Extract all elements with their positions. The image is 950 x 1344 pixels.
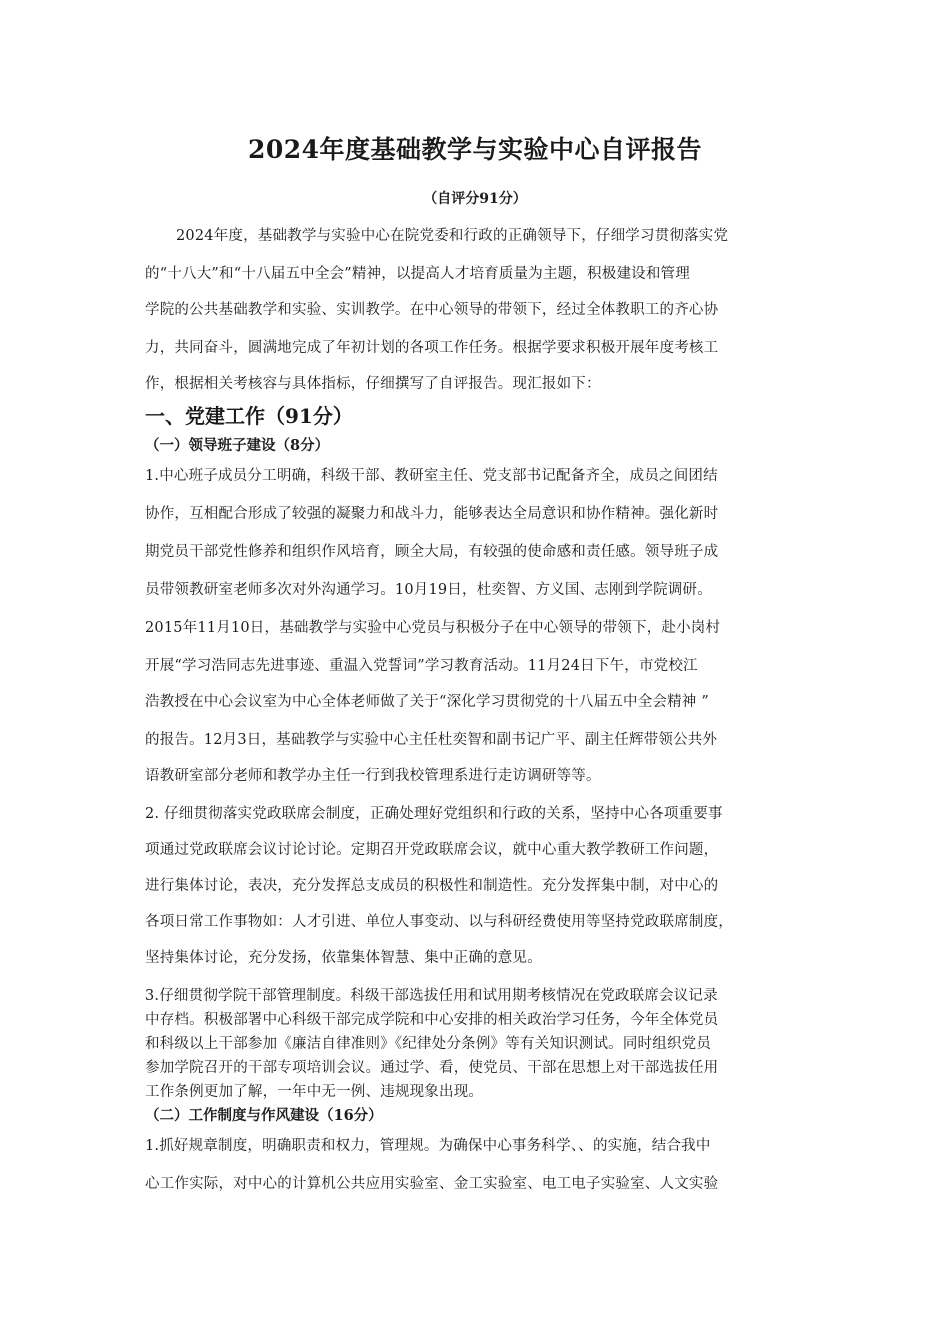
intro-line: 作，根据相关考核容与具体指标，仔细撰写了自评报告。现汇报如下： bbox=[145, 376, 601, 392]
item4-line: 1.抓好规章制度，明确职责和权力，管理规。为确保中心事务科学、、的实施，结合我中 bbox=[145, 1138, 711, 1154]
intro-line: 的“十八大”和“十八届五中全会”精神，以提高人才培育质量为主题，积极建设和管理 bbox=[145, 266, 690, 282]
document-title: 2024年度基础教学与实验中心自评报告 bbox=[247, 135, 703, 164]
item3-line: 参加学院召开的干部专项培训会议。通过学、看，使党员、干部在思想上对干部选拔任用 bbox=[145, 1060, 719, 1076]
item1-line: 2015年11月10日，基础教学与实验中心党员与积极分子在中心领导的带领下，赴小岗村 bbox=[145, 620, 721, 636]
item4-line: 心工作实际，对中心的计算机公共应用实验室、金工实验室、电工电子实验室、人文实验 bbox=[145, 1176, 719, 1192]
self-score-subtitle: （自评分91分） bbox=[423, 191, 527, 207]
item1-line: 的报告。12月3日，基础教学与实验中心主任杜奕智和副书记广平、副主任辉带领公共外 bbox=[145, 732, 718, 748]
item2-line: 2. 仔细贯彻落实党政联席会制度，正确处理好党组织和行政的关系，坚持中心各项重要事 bbox=[145, 806, 723, 822]
item1-line: 开展“学习浩同志先进事迹、重温入党誓词”学习教育活动。11月24日下午，市党校江 bbox=[145, 658, 698, 674]
intro-line: 2024年度，基础教学与实验中心在院党委和行政的正确领导下，仔细学习贯彻落实党 bbox=[176, 228, 729, 244]
item1-line: 浩教授在中心会议室为中心全体老师做了关于“深化学习贯彻党的十八届五中全会精神 ” bbox=[145, 694, 709, 710]
item1-line: 语教研室部分老师和教学办主任一行到我校管理系进行走访调研等等。 bbox=[145, 768, 601, 784]
item3-line: 中存档。积极部署中心科级干部完成学院和中心安排的相关政治学习任务，今年全体党员 bbox=[145, 1012, 719, 1028]
section-heading-party-building: 一、党建工作（91分） bbox=[145, 404, 353, 428]
subsection-heading-leadership: （一）领导班子建设（8分） bbox=[145, 437, 330, 454]
intro-line: 力，共同奋斗，圆满地完成了年初计划的各项工作任务。根据学要求积极开展年度考核工 bbox=[145, 340, 719, 356]
item2-line: 进行集体讨论，表决，充分发挥总支成员的积极性和制造性。充分发挥集中制，对中心的 bbox=[145, 878, 719, 894]
item1-line: 期党员干部党性修养和组织作风培育，顾全大局，有较强的使命感和责任感。领导班子成 bbox=[145, 544, 719, 560]
item3-line: 工作条例更加了解，一年中无一例、违规现象出现。 bbox=[145, 1084, 484, 1100]
subsection-heading-work-style: （二）工作制度与作风建设（16分） bbox=[145, 1107, 383, 1124]
item2-line: 项通过党政联席会议讨论讨论。定期召开党政联席会议，就中心重大教学教研工作问题， bbox=[145, 842, 719, 858]
intro-line: 学院的公共基础教学和实验、实训教学。在中心领导的带领下，经过全体教职工的齐心协 bbox=[145, 302, 719, 318]
item3-line: 和科级以上干部参加《廉洁自律准则》《纪律处分条例》等有关知识测试。同时组织党员 bbox=[145, 1036, 712, 1052]
item3-line: 3.仔细贯彻学院干部管理制度。科级干部选拔任用和试用期考核情况在党政联席会议记录 bbox=[145, 988, 718, 1004]
item2-line: 坚持集体讨论，充分发扬，依靠集体智慧、集中正确的意见。 bbox=[145, 950, 542, 966]
item2-line: 各项日常工作事物如：人才引进、单位人事变动、以与科研经费使用等坚持党政联席制度， bbox=[145, 914, 733, 930]
item1-line: 协作，互相配合形成了较强的凝聚力和战斗力，能够表达全局意识和协作精神。强化新时 bbox=[145, 506, 719, 522]
item1-line: 员带领教研室老师多次对外沟通学习。10月19日，杜奕智、方义国、志刚到学院调研。 bbox=[145, 582, 712, 598]
item1-line: 1.中心班子成员分工明确，科级干部、教研室主任、党支部书记配备齐全，成员之间团结 bbox=[145, 468, 718, 484]
